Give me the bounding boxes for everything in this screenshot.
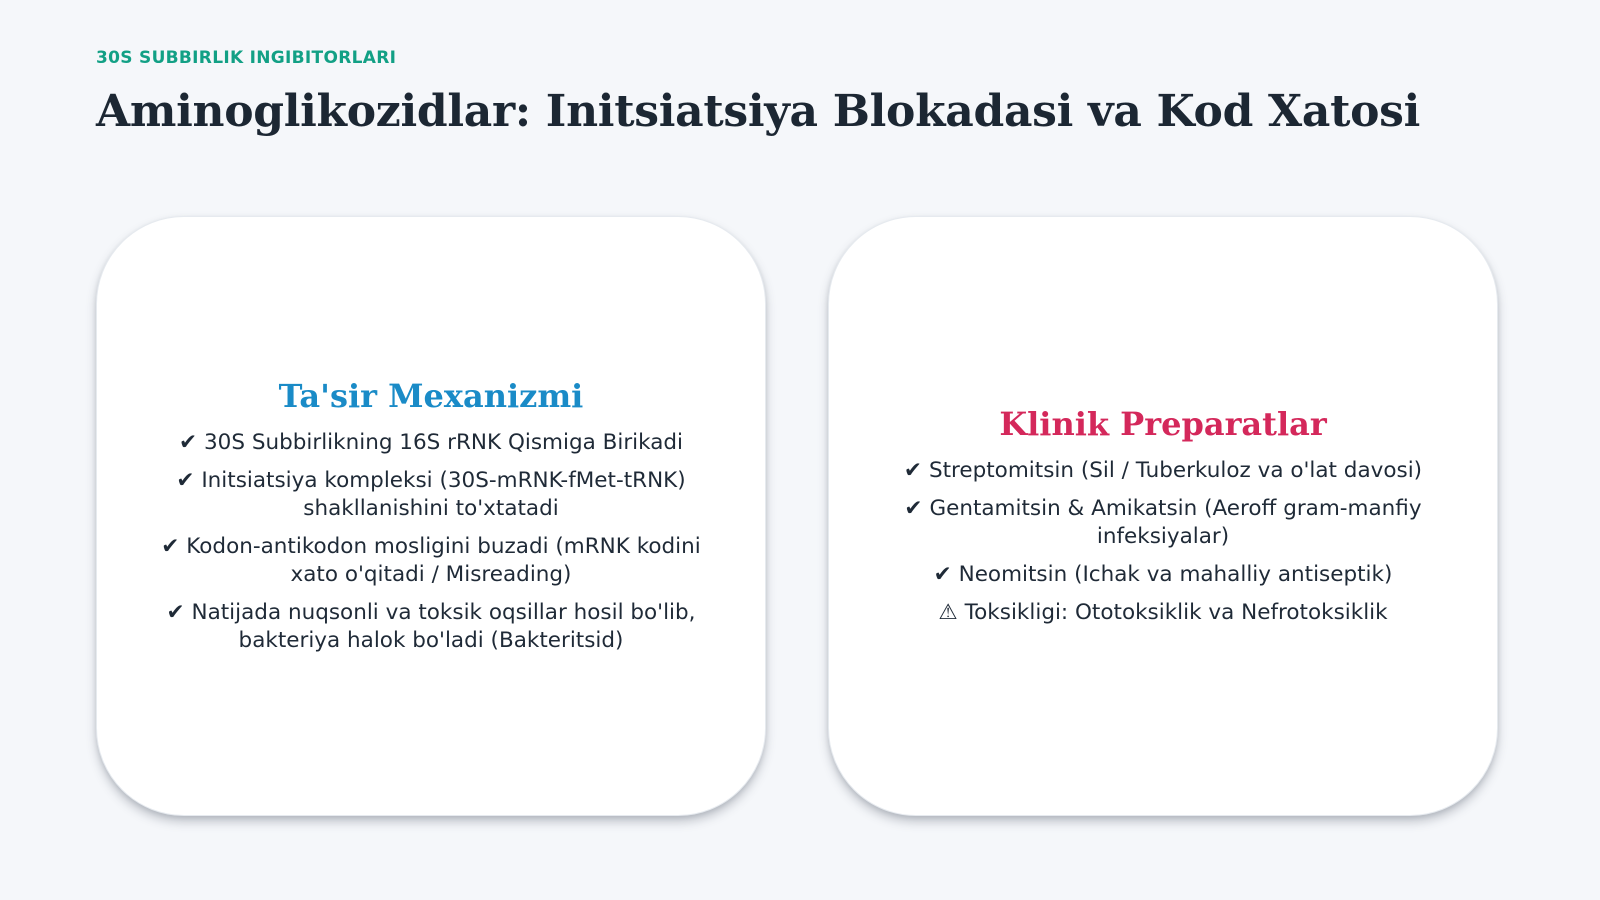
- list-item: [161, 429, 701, 457]
- check-icon: ✔: [176, 468, 195, 493]
- list-item: [893, 561, 1433, 589]
- list-item: [161, 599, 701, 655]
- check-icon: ✔: [178, 430, 197, 455]
- list-item-text: Gentamitsin & Amikatsin (Aeroff gram-manfiy infeksiyalar): [929, 496, 1422, 549]
- warning-icon: ⚠: [938, 600, 958, 625]
- check-icon: ✔: [933, 562, 952, 587]
- page-title: Aminoglikozidlar: Initsiatsiya Blokadasi va Kod Xatosi: [96, 86, 1421, 137]
- list-item-text: Initsiatsiya kompleksi (30S-mRNK-fMet-tRNK) shakllanishini to'xtatadi: [201, 468, 686, 521]
- list-item: [893, 457, 1433, 485]
- list-item-text: Natijada nuqsonli va toksik oqsillar hosil bo'lib, bakteriya halok bo'ladi (Bakteritsid): [191, 600, 696, 653]
- list-item-text: Toksikligi: Ototoksiklik va Nefrotoksiklik: [964, 600, 1388, 625]
- check-icon: ✔: [161, 534, 180, 559]
- clinical-drugs-card: [828, 216, 1498, 816]
- list-item: [161, 467, 701, 523]
- check-icon: ✔: [166, 600, 185, 625]
- section-label: 30S SUBBIRLIK INGIBITORLARI: [96, 48, 397, 68]
- check-icon: ✔: [903, 458, 922, 483]
- check-icon: ✔: [904, 496, 923, 521]
- clinical-drugs-list: [893, 457, 1433, 627]
- list-item-text: Kodon-antikodon mosligini buzadi (mRNK kodini xato o'qitadi / Misreading): [186, 534, 701, 587]
- mechanism-list: [161, 429, 701, 655]
- list-item: [893, 599, 1433, 627]
- mechanism-card: [96, 216, 766, 816]
- list-item-text: Neomitsin (Ichak va mahalliy antiseptik): [958, 562, 1393, 587]
- list-item: [893, 495, 1433, 551]
- mechanism-card-heading: Ta'sir Mexanizmi: [278, 377, 584, 415]
- list-item-text: 30S Subbirlikning 16S rRNK Qismiga Birikadi: [203, 430, 684, 455]
- clinical-drugs-card-heading: Klinik Preparatlar: [999, 405, 1327, 443]
- list-item-text: Streptomitsin (Sil / Tuberkuloz va o'lat davosi): [928, 458, 1423, 483]
- list-item: [161, 533, 701, 589]
